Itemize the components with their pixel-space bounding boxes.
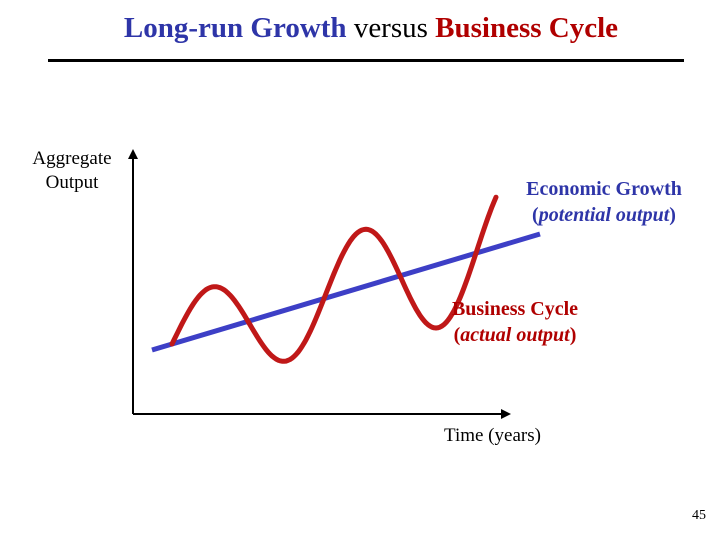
title-growth-text: Long-run Growth <box>123 12 347 44</box>
economic-growth-subtitle <box>500 202 708 228</box>
growth-close-paren: ) <box>669 204 676 226</box>
y-axis-label <box>20 147 124 195</box>
growth-open-paren: ( <box>532 204 539 226</box>
y-axis-label-line1: Aggregate <box>32 148 112 169</box>
cycle-close-paren: ) <box>569 324 577 346</box>
business-cycle-callout <box>424 296 606 348</box>
economic-growth-callout <box>500 176 708 228</box>
page-number: 45 <box>692 508 706 523</box>
business-cycle-title: Business Cycle <box>451 298 579 320</box>
economic-growth-title: Economic Growth <box>526 178 682 200</box>
growth-subtitle-text: potential output <box>538 204 670 226</box>
cycle-subtitle-text: actual output <box>460 324 570 346</box>
title-versus-text: versus <box>346 12 436 44</box>
business-cycle-subtitle <box>424 322 606 348</box>
title-cycle-text: Business Cycle <box>435 12 619 44</box>
cycle-open-paren: ( <box>453 324 461 346</box>
x-axis-label: Time (years) <box>444 425 541 446</box>
y-axis-label-line2: Output <box>45 172 99 193</box>
